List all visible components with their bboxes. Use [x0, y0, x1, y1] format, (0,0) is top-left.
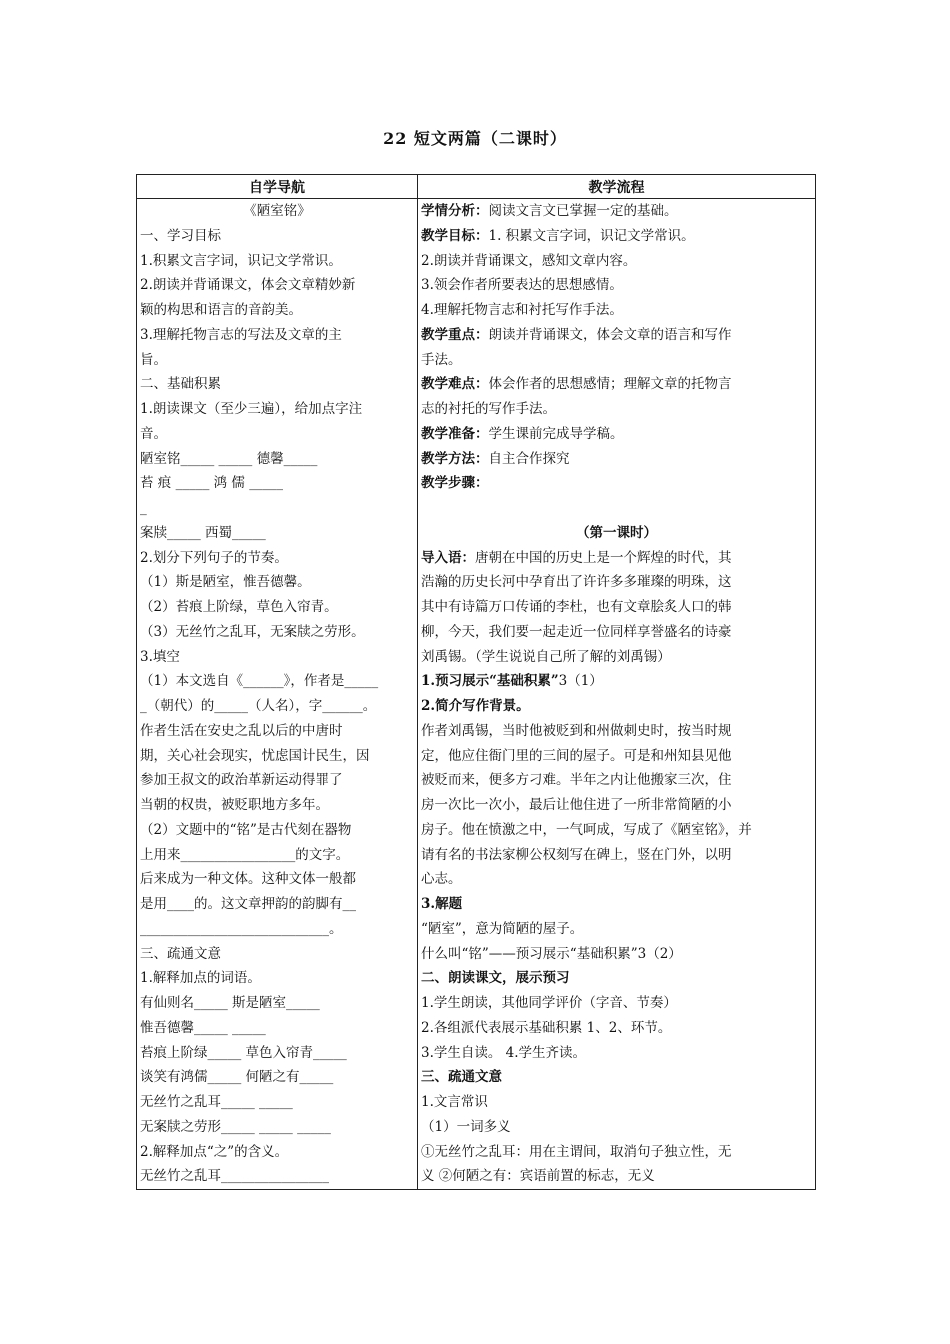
self-study-line-text: 一、学习目标 — [140, 227, 221, 244]
self-study-line — [140, 991, 414, 1016]
teaching-line-text: 阅读文言文已掌握一定的基础。 — [488, 203, 678, 219]
self-study-line — [140, 1164, 414, 1189]
self-study-line — [140, 595, 414, 620]
teaching-line-text: 3.领会作者所要表达的思想感情。 — [421, 277, 623, 294]
self-study-line-text: （2）苔痕上阶绿，草色入帘青。 — [140, 599, 338, 615]
teaching-line-text: 学生课前完成导学稿。 — [488, 425, 624, 442]
self-study-line-text: 有仙则名_____ 斯是陋室_____ — [140, 995, 320, 1011]
teaching-line-text: 唐朝在中国的历史上是一个辉煌的时代，其 — [475, 549, 732, 566]
header-teaching-process: 教学流程 — [418, 175, 816, 199]
teaching-line-text: 3.学生自读。 4.学生齐读。 — [421, 1044, 587, 1061]
self-study-line — [140, 768, 414, 793]
self-study-line-text: （3）无丝竹之乱耳，无案牍之劳形。 — [140, 623, 365, 640]
self-study-line-text: 作者生活在安史之乱以后的中唐时 — [140, 722, 343, 739]
teaching-line-bold: 教学重点： — [421, 326, 489, 343]
self-study-line — [140, 1016, 414, 1041]
self-study-line — [140, 793, 414, 818]
self-study-line-text: 苔 痕 _____ 鸿 儒 _____ — [140, 475, 283, 492]
self-study-line — [140, 224, 414, 249]
self-study-line-text: 案牍_____ 西蜀_____ — [140, 524, 266, 541]
self-study-line — [140, 570, 414, 595]
teaching-line-text: 2.各组派代表展示基础积累 1、2、环节。 — [421, 1019, 672, 1036]
teaching-line-bold: 教学准备： — [421, 425, 489, 442]
self-study-line — [140, 273, 414, 298]
self-study-line — [140, 867, 414, 892]
self-study-line-text: 惟吾德馨_____ _____ — [140, 1019, 266, 1036]
teaching-line — [421, 892, 812, 917]
self-study-line-text: ____________________________。 — [140, 920, 343, 937]
teaching-line — [421, 273, 812, 298]
teaching-line-bold: 3.解题 — [421, 896, 463, 912]
self-study-line — [140, 372, 414, 397]
self-study-line-text: （1）斯是陋室，惟吾德馨。 — [140, 574, 311, 591]
teaching-line-text: 2.朗读并背诵课文，感知文章内容。 — [421, 252, 637, 269]
self-study-line-text: 苔痕上阶绿_____ 草色入帘青_____ — [140, 1044, 347, 1061]
self-study-line-text: 颖的构思和语言的音韵美。 — [140, 302, 302, 318]
teaching-line — [421, 298, 812, 323]
self-study-line — [140, 249, 414, 274]
teaching-line-text: 朗读并背诵课文，体会文章的语言和写作 — [488, 326, 732, 343]
self-study-line — [140, 496, 414, 521]
teaching-line — [421, 843, 812, 868]
teaching-line-text: 房一次比一次小，最后让他住进了一所非常简陋的小 — [421, 797, 732, 813]
header-self-study: 自学导航 — [137, 175, 418, 199]
teaching-line-bold: 二、朗读课文，展示预习 — [421, 970, 570, 987]
teaching-line-bold: 学情分析： — [421, 203, 489, 219]
page-title: 22 短文两篇（二课时） — [383, 129, 567, 148]
teaching-line-text: 3（1） — [558, 673, 603, 690]
self-study-line — [140, 348, 414, 373]
self-study-line — [140, 917, 414, 942]
self-study-line-text: 2.划分下列句子的节奏。 — [140, 549, 288, 566]
teaching-line-text: 被贬而来，便多方刁难。半年之内让他搬家三次，住 — [421, 772, 732, 789]
teaching-line — [421, 1115, 812, 1140]
teaching-line-text: 4.理解托物言志和衬托写作手法。 — [421, 302, 623, 318]
lesson-plan-table — [136, 174, 816, 1190]
self-study-line — [140, 818, 414, 843]
self-study-line — [140, 546, 414, 571]
self-study-line-text: 期，关心社会现实，忧虑国计民生，因 — [140, 747, 370, 764]
teaching-line — [421, 471, 812, 496]
self-study-line-text: 1.朗读课文（至少三遍），给加点字注 — [140, 401, 363, 417]
teaching-line-text: ①无丝竹之乱耳：用在主谓间，取消句子独立性，无 — [421, 1143, 732, 1160]
teaching-line — [421, 1090, 812, 1115]
self-study-line-text: 2.朗读并背诵课文，体会文章精妙新 — [140, 277, 356, 294]
self-study-line — [140, 843, 414, 868]
teaching-line-text: 1. 积累文言字词，识记文学常识。 — [488, 227, 695, 244]
teaching-line — [421, 1140, 812, 1165]
teaching-line — [421, 422, 812, 447]
teaching-line — [421, 867, 812, 892]
self-study-line-text: 无案牍之劳形_____ _____ _____ — [140, 1118, 331, 1135]
self-study-line — [140, 694, 414, 719]
self-study-line — [140, 298, 414, 323]
teaching-line — [421, 694, 812, 719]
teaching-line-text: 义 ②何陋之有：宾语前置的标志，无义 — [421, 1168, 655, 1185]
self-study-line — [140, 942, 414, 967]
self-study-line-text: 3.理解托物言志的写法及文章的主 — [140, 326, 342, 343]
teaching-line — [421, 496, 812, 521]
teaching-line-text: 刘禹锡。（学生说说自己所了解的刘禹锡） — [421, 648, 671, 665]
self-study-line — [140, 422, 414, 447]
teaching-line-text: 柳，今天，我们要一起走近一位同样享誉盛名的诗豪 — [421, 623, 732, 640]
self-study-line — [140, 397, 414, 422]
self-study-line — [140, 892, 414, 917]
teaching-line-bold: 三、疏通文意 — [421, 1069, 502, 1086]
self-study-line — [140, 645, 414, 670]
self-study-line — [140, 199, 414, 224]
self-study-line-text: 后来成为一种文体。这种文体一般都 — [140, 871, 356, 888]
teaching-line-text: 请有名的书法家柳公权刻写在碑上，竖在门外，以明 — [421, 846, 732, 863]
self-study-line — [140, 744, 414, 769]
teaching-line — [421, 991, 812, 1016]
self-study-line-text: 《陋室铭》 — [243, 203, 311, 219]
teaching-line — [421, 521, 812, 546]
self-study-line — [140, 1115, 414, 1140]
self-study-line-text: 1.积累文言字词，识记文学常识。 — [140, 252, 342, 269]
teaching-line — [421, 570, 812, 595]
teaching-line — [421, 372, 812, 397]
teaching-line — [421, 199, 812, 224]
teaching-line — [421, 645, 812, 670]
self-study-line — [140, 1090, 414, 1115]
teaching-line-text: 1.学生朗读，其他同学评价（字音、节奏） — [421, 995, 677, 1011]
teaching-line — [421, 966, 812, 991]
teaching-line — [421, 1016, 812, 1041]
teaching-line-bold: 导入语： — [421, 549, 475, 566]
teaching-line — [421, 447, 812, 472]
self-study-line-text: _ — [140, 500, 147, 516]
self-study-line-text: 无丝竹之乱耳_____ _____ — [140, 1094, 293, 1110]
teaching-line — [421, 546, 812, 571]
self-study-line — [140, 719, 414, 744]
self-study-line — [140, 1140, 414, 1165]
teaching-line-text: 浩瀚的历史长河中孕育出了许许多多璀璨的明珠，这 — [421, 574, 732, 591]
teaching-line — [421, 249, 812, 274]
teaching-line — [421, 1164, 812, 1189]
teaching-line-text: “陋室”，意为简陋的屋子。 — [421, 920, 584, 937]
self-study-line-text: 无丝竹之乱耳________________ — [140, 1168, 329, 1185]
self-study-line-text: 3.填空 — [140, 648, 180, 665]
teaching-line-text: 1.文言常识 — [421, 1094, 488, 1110]
teaching-line — [421, 942, 812, 967]
self-study-line — [140, 323, 414, 348]
self-study-line — [140, 471, 414, 496]
teaching-line-bold: 教学方法： — [421, 450, 489, 467]
teaching-line — [421, 224, 812, 249]
teaching-line-text: 定，他应住衙门里的三间的屋子。可是和州知县见他 — [421, 747, 732, 764]
table-header-row — [137, 175, 816, 199]
self-study-line-text: 陋室铭_____ _____ 德馨_____ — [140, 450, 318, 467]
self-study-cell — [137, 199, 418, 1190]
teaching-line-text: 心志。 — [421, 871, 462, 888]
teaching-line-text: 其中有诗篇万口传诵的李杜，也有文章脍炙人口的韩 — [421, 599, 732, 615]
self-study-line-text: 1.解释加点的词语。 — [140, 970, 261, 987]
teaching-line — [421, 595, 812, 620]
self-study-line-text: 音。 — [140, 425, 167, 442]
self-study-line-text: 当朝的权贵，被贬职地方多年。 — [140, 797, 329, 813]
teaching-line — [421, 917, 812, 942]
self-study-line-text: 参加王叔文的政治革新运动得罪了 — [140, 772, 343, 789]
teaching-line-bold: 教学难点： — [421, 376, 489, 393]
self-study-line — [140, 447, 414, 472]
teaching-line — [421, 1065, 812, 1090]
self-study-line-text: 上用来_________________的文字。 — [140, 846, 350, 863]
teaching-line — [421, 793, 812, 818]
self-study-line — [140, 521, 414, 546]
self-study-line-text: （2）文题中的“铭”是古代刻在器物 — [140, 821, 352, 838]
teaching-line — [421, 768, 812, 793]
self-study-line — [140, 966, 414, 991]
teaching-line — [421, 818, 812, 843]
teaching-line-text: 手法。 — [421, 351, 462, 368]
self-study-line-text: （1）本文选自《______》，作者是_____ — [140, 673, 379, 690]
self-study-line-text: 旨。 — [140, 351, 167, 368]
teaching-line-bold: 1.预习展示“基础积累” — [421, 673, 559, 690]
teaching-line-bold: 教学步骤： — [421, 475, 489, 492]
table-body-row — [137, 199, 816, 1190]
teaching-line — [421, 669, 812, 694]
teaching-line-text — [421, 500, 425, 516]
self-study-line-text: _（朝代）的_____（人名），字______。 — [140, 698, 377, 714]
self-study-line-text: 三、疏通文意 — [140, 945, 221, 962]
teaching-line-text: （1）一词多义 — [421, 1118, 511, 1135]
teaching-process-cell — [418, 199, 816, 1190]
teaching-line — [421, 348, 812, 373]
teaching-line — [421, 719, 812, 744]
self-study-line — [140, 1065, 414, 1090]
teaching-line-bold: 2.简介写作背景。 — [421, 698, 530, 714]
self-study-line-text: 是用____的。这文章押韵的韵脚有__ — [140, 896, 356, 912]
self-study-line-text: 二、基础积累 — [140, 376, 221, 393]
teaching-line-text: 什么叫“铭”——预习展示“基础积累”3（2） — [421, 945, 682, 962]
self-study-line — [140, 1041, 414, 1066]
self-study-line-text: 2.解释加点“之”的含义。 — [140, 1143, 289, 1160]
teaching-line — [421, 744, 812, 769]
teaching-line — [421, 323, 812, 348]
teaching-line — [421, 1041, 812, 1066]
teaching-line — [421, 397, 812, 422]
teaching-line-bold: （第一课时） — [576, 524, 657, 541]
teaching-line-text: 自主合作探究 — [488, 450, 570, 467]
self-study-line — [140, 620, 414, 645]
teaching-line-text: 体会作者的思想感情；理解文章的托物言 — [488, 376, 732, 393]
teaching-line — [421, 620, 812, 645]
teaching-line-text: 房子。他在愤激之中，一气呵成，写成了《陋室铭》，并 — [421, 821, 752, 838]
self-study-line — [140, 669, 414, 694]
self-study-line-text: 谈笑有鸿儒_____ 何陋之有_____ — [140, 1069, 334, 1086]
teaching-line-text: 志的衬托的写作手法。 — [421, 401, 556, 417]
teaching-line-bold: 教学目标： — [421, 227, 489, 244]
teaching-line-text: 作者刘禹锡，当时他被贬到和州做刺史时，按当时规 — [421, 722, 732, 739]
